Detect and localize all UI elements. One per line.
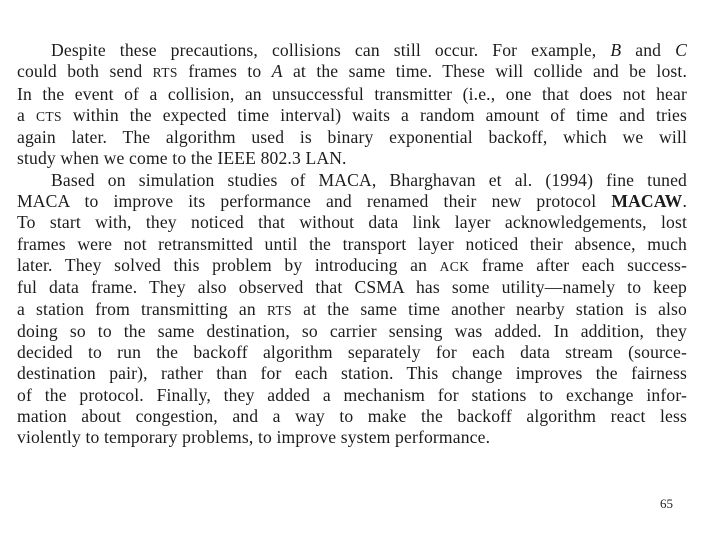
- frame-name-rts: RTS: [152, 65, 178, 81]
- text-run: at the same time. These will collide and be lost.: [282, 61, 688, 82]
- text-line: destination pair), rather than for each station. This change improves the fairness: [17, 363, 687, 384]
- text-run: MACA to improve its performance and renamed their new protocol: [17, 191, 612, 212]
- frame-name-cts: CTS: [35, 108, 62, 124]
- text-line: [17, 105, 687, 127]
- text-line: frames were not retransmitted until the transport layer noticed their absence, much: [17, 233, 687, 254]
- italic-station-label: C: [675, 40, 687, 60]
- text-run: .: [682, 191, 687, 212]
- text-run: Despite these precautions, collisions can still occur. For example,: [51, 40, 611, 60]
- text-line: again later. The algorithm used is binary exponential backoff, which we will: [17, 127, 687, 148]
- text-line: [17, 40, 687, 61]
- text-run: a station from transmitting an: [17, 298, 267, 319]
- protocol-name-macaw: MACAW: [611, 191, 683, 212]
- paragraph-1: [17, 40, 687, 170]
- text-line: Based on simulation studies of MACA, Bharghavan et al. (1994) fine tuned: [51, 169, 687, 190]
- text-line: of the protocol. Finally, they added a mechanism for stations to exchange infor-: [17, 384, 687, 405]
- text-line: mation about congestion, and a way to make the backoff algorithm react less: [17, 406, 687, 427]
- text-run: and: [621, 40, 676, 60]
- italic-station-label: B: [610, 40, 622, 60]
- italic-station-label: A: [271, 61, 283, 82]
- text-run: at the same time another nearby station is also: [292, 298, 688, 319]
- paragraph-2: [17, 170, 687, 449]
- text-line: To start with, they noticed that without data link layer acknowledgements, lost: [17, 212, 687, 233]
- frame-name-rts: RTS: [266, 302, 293, 318]
- page-number: 65: [660, 496, 673, 511]
- text-line: doing so to the same destination, so carrier sensing was added. In addition, they: [17, 320, 687, 341]
- text-line: In the event of a collision, an unsuccessful transmitter (i.e., one that does not hear: [17, 83, 687, 104]
- text-run: a: [17, 104, 36, 125]
- text-line: study when we come to the IEEE 802.3 LAN.: [17, 148, 347, 169]
- book-page-text: [17, 40, 687, 449]
- text-line: [17, 191, 687, 212]
- text-run: later. They solved this problem by introducing an: [17, 254, 440, 275]
- frame-name-ack: ACK: [439, 258, 470, 274]
- text-line: violently to temporary problems, to improve system performance.: [17, 427, 491, 448]
- text-line: [17, 255, 687, 277]
- text-run: within the expected time interval) waits a random amount of time and tries: [61, 104, 687, 125]
- text-run: frame after each success-: [469, 254, 687, 275]
- text-line: ful data frame. They also observed that CSMA has some utility—namely to keep: [17, 277, 687, 298]
- text-line: decided to run the backoff algorithm separately for each data stream (source-: [17, 342, 687, 363]
- text-run: frames to: [177, 61, 272, 82]
- text-run: could both send: [17, 61, 153, 82]
- text-line: [17, 299, 687, 321]
- text-line: [17, 61, 687, 83]
